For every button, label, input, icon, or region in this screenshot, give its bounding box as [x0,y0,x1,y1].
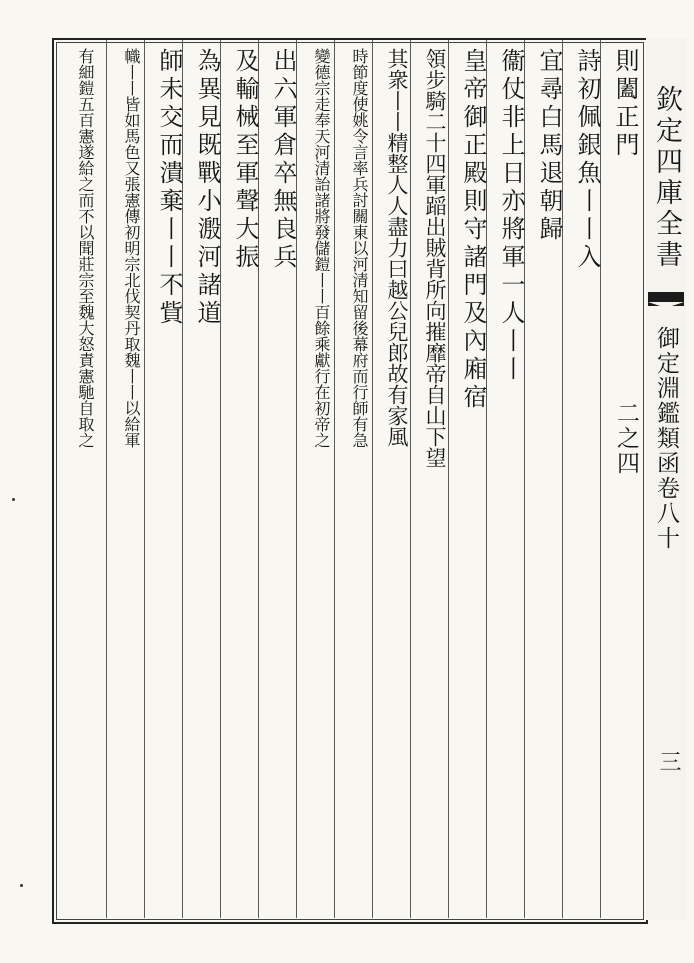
text-column-4: 衞仗非上日亦將軍一人丨丨 [497,48,525,384]
scan-speck [12,498,15,501]
text-column-12: 為異見既戰小溵河諸道 [193,48,221,328]
text-column-2: 詩初佩銀魚丨丨入 [573,48,601,272]
text-column-14: 幟丨丨皆如馬色又張憲傳初明宗北伐契丹取魏丨丨以給軍 [122,48,141,448]
scan-speck [20,884,23,887]
book-title: 欽定四庫全書 [651,85,682,271]
text-column-6: 領步騎二十四軍𨂻出賊背所向摧靡帝自山下望 [423,48,447,468]
text-column-3: 宜尋白馬退朝歸 [535,48,563,244]
text-column-9: 變德宗走奉天河清詒諸將發儲鎧丨丨百餘乘獻行在初帝之 [312,48,331,448]
text-column-10: 出六軍倉卒無良兵 [269,48,297,272]
text-column-7: 其衆丨丨精整人人盡力曰越公兒郎故有家風 [385,48,409,447]
chapter-label: 御定淵鑑類函卷八十二之四 [613,325,679,551]
text-column-13: 師未交而潰棄丨丨不貲 [155,48,183,328]
text-column-8: 時節度使姚令言率兵討關東以河清知留後幕府而行師有急 [350,48,369,448]
text-column-1: 則闔正門 [611,48,639,160]
text-column-11: 及輸械至軍聲大振 [231,48,259,272]
page-number: 三 [656,750,681,772]
text-column-5: 皇帝御正殿則守諸門及內廂宿 [459,48,487,412]
text-column-15: 有細鎧五百憲遂給之而不以聞莊宗至魏大怒責憲馳自取之 [76,48,95,448]
